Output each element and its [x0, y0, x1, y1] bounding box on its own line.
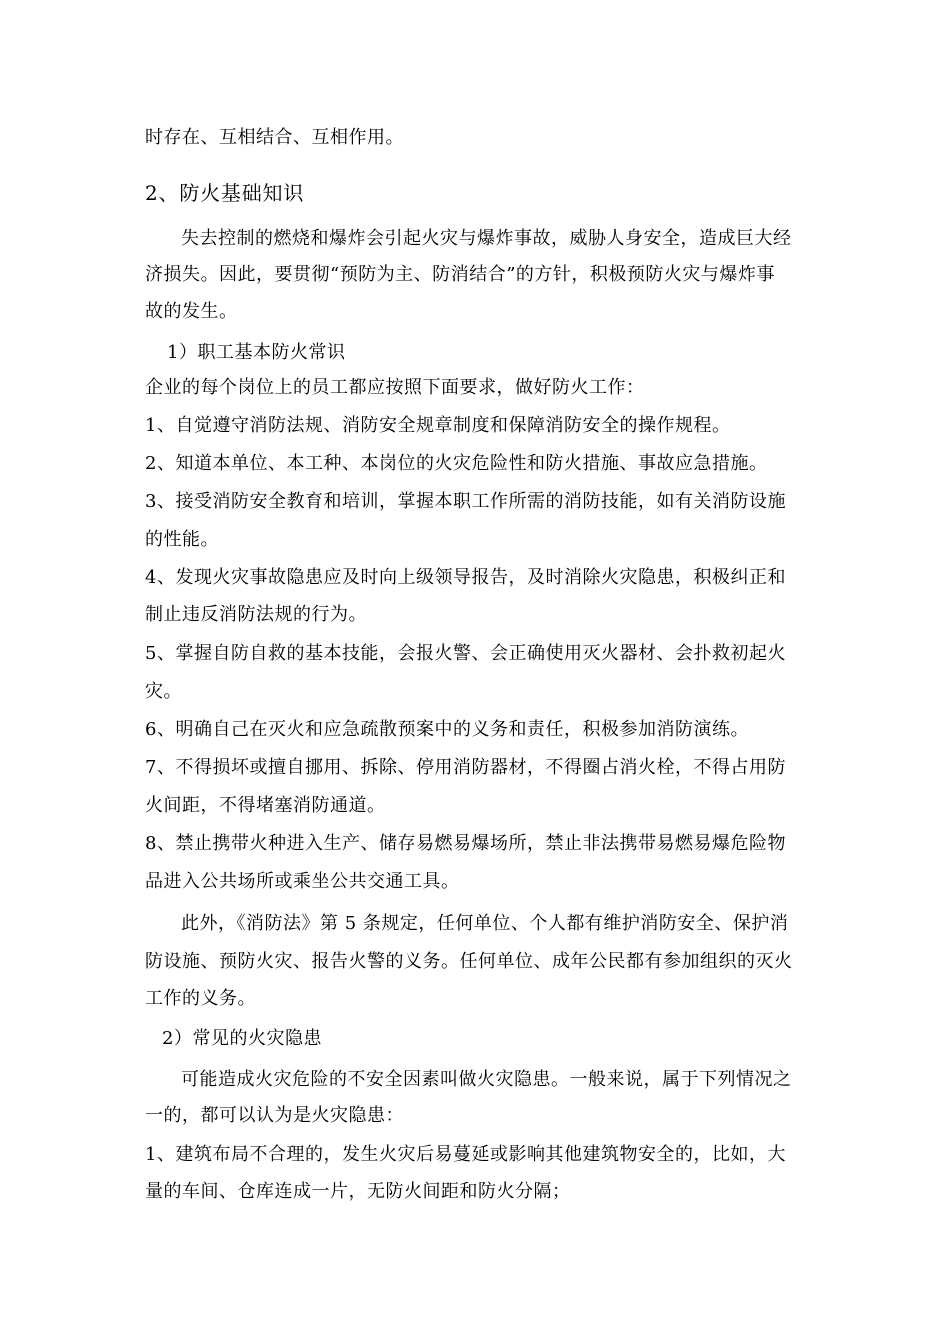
list-item: 5、掌握自防自救的基本技能，会报火警、会正确使用灭火器材、会扑救初起火: [145, 643, 786, 664]
section-heading: 2、防火基础知识: [145, 181, 305, 205]
list-item-continuation: 制止违反消防法规的行为。: [145, 604, 367, 625]
list-item-continuation: 火间距，不得堵塞消防通道。: [145, 795, 386, 816]
list-item-continuation: 的性能。: [145, 529, 219, 550]
subsection-heading: 1）职工基本防火常识: [167, 342, 346, 363]
list-item: 1、自觉遵守消防法规、消防安全规章制度和保障消防安全的操作规程。: [145, 415, 731, 436]
paragraph-line: 一的，都可以认为是火灾隐患：: [145, 1105, 404, 1126]
list-item-continuation: 量的车间、仓库连成一片，无防火间距和防火分隔；: [145, 1181, 571, 1202]
list-item: 1、建筑布局不合理的，发生火灾后易蔓延或影响其他建筑物安全的，比如，大: [145, 1144, 786, 1165]
text-line: 时存在、互相结合、互相作用。: [145, 127, 404, 148]
paragraph-line: 可能造成火灾危险的不安全因素叫做火灾隐患。一般来说，属于下列情况之: [181, 1069, 792, 1090]
list-item-continuation: 灾。: [145, 681, 182, 702]
list-item: 6、明确自己在灭火和应急疏散预案中的义务和责任，积极参加消防演练。: [145, 719, 749, 740]
paragraph-line: 失去控制的燃烧和爆炸会引起火灾与爆炸事故，威胁人身安全，造成巨大经: [181, 228, 792, 249]
paragraph-line: 工作的义务。: [145, 988, 256, 1009]
paragraph-line: 故的发生。: [145, 301, 238, 322]
list-item-continuation: 品进入公共场所或乘坐公共交通工具。: [145, 871, 460, 892]
paragraph-line: 企业的每个岗位上的员工都应按照下面要求，做好防火工作：: [145, 377, 645, 398]
subsection-heading: 2）常见的火灾隐患: [162, 1028, 322, 1049]
paragraph-line: 此外，《消防法》第 5 条规定，任何单位、个人都有维护消防安全、保护消: [181, 913, 789, 934]
list-item: 2、知道本单位、本工种、本岗位的火灾危险性和防火措施、事故应急措施。: [145, 453, 768, 474]
list-item: 7、不得损坏或擅自挪用、拆除、停用消防器材，不得圈占消火栓，不得占用防: [145, 757, 786, 778]
list-item: 3、接受消防安全教育和培训，掌握本职工作所需的消防技能，如有关消防设施: [145, 491, 786, 512]
list-item: 8、禁止携带火种进入生产、储存易燃易爆场所，禁止非法携带易燃易爆危险物: [145, 833, 786, 854]
paragraph-line: 防设施、预防火灾、报告火警的义务。任何单位、成年公民都有参加组织的灭火: [145, 951, 793, 972]
paragraph-line: 济损失。因此，要贯彻“预防为主、防消结合”的方针，积极预防火灾与爆炸事: [145, 264, 775, 285]
list-item: 4、发现火灾事故隐患应及时向上级领导报告，及时消除火灾隐患，积极纠正和: [145, 567, 786, 588]
